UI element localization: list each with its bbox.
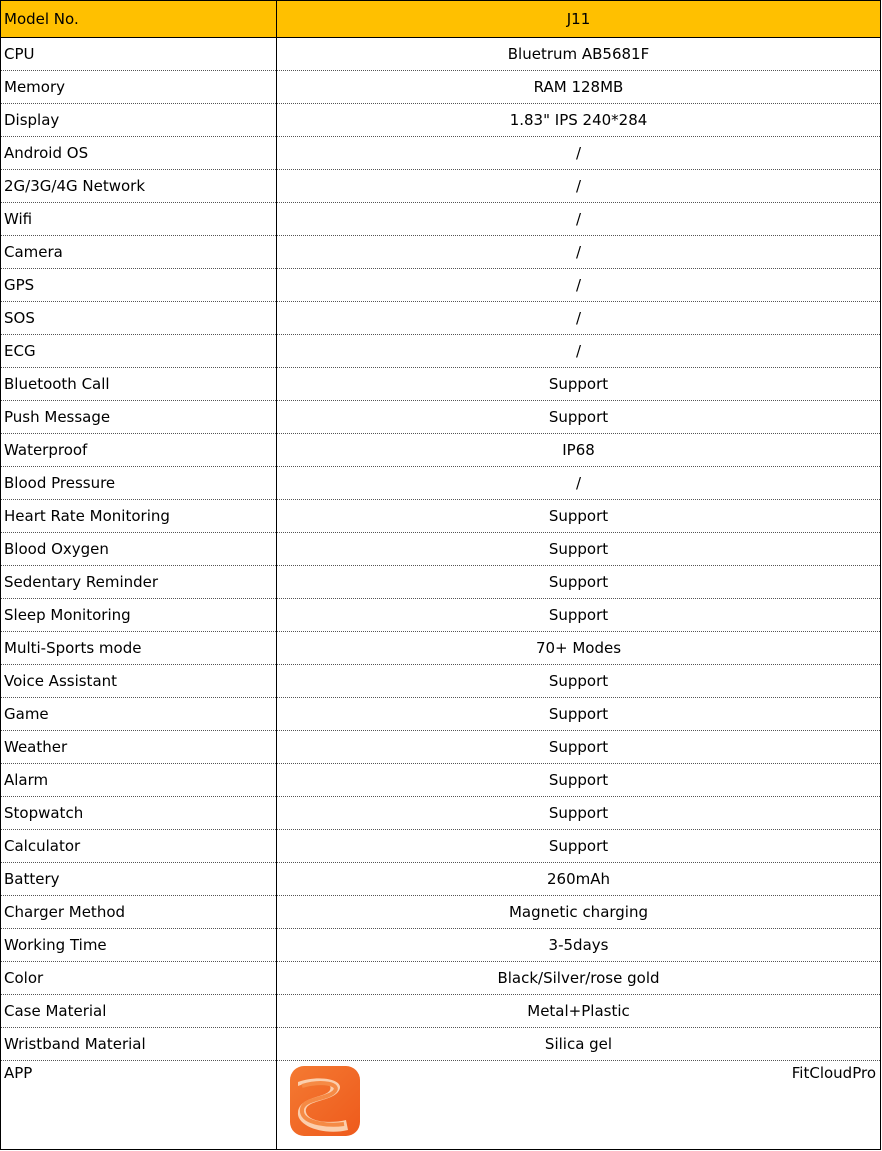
- app-label: APP: [1, 1061, 277, 1150]
- spec-row: [1, 1028, 881, 1061]
- spec-row: [1, 401, 881, 434]
- spec-label: Charger Method: [1, 896, 277, 929]
- spec-label: Sleep Monitoring: [1, 599, 277, 632]
- spec-label: Battery: [1, 863, 277, 896]
- spec-label: Working Time: [1, 929, 277, 962]
- spec-row: [1, 467, 881, 500]
- spec-value: /: [277, 137, 881, 170]
- spec-value: Support: [277, 731, 881, 764]
- spec-row: [1, 434, 881, 467]
- spec-value: Support: [277, 401, 881, 434]
- spec-value: /: [277, 269, 881, 302]
- spec-value: RAM 128MB: [277, 71, 881, 104]
- spec-label: Bluetooth Call: [1, 368, 277, 401]
- spec-row: [1, 137, 881, 170]
- spec-row: [1, 764, 881, 797]
- spec-label: Multi-Sports mode: [1, 632, 277, 665]
- spec-row: [1, 962, 881, 995]
- header-row: [1, 1, 881, 38]
- spec-row: [1, 236, 881, 269]
- spec-label: Case Material: [1, 995, 277, 1028]
- spec-row: [1, 500, 881, 533]
- header-value: J11: [277, 1, 881, 38]
- app-row: [1, 1061, 881, 1150]
- spec-row: [1, 665, 881, 698]
- spec-row: [1, 269, 881, 302]
- spec-label: Display: [1, 104, 277, 137]
- spec-row: [1, 797, 881, 830]
- spec-row: [1, 896, 881, 929]
- spec-row: [1, 995, 881, 1028]
- spec-row: [1, 170, 881, 203]
- header-label: Model No.: [1, 1, 277, 38]
- spec-row: [1, 698, 881, 731]
- spec-label: Camera: [1, 236, 277, 269]
- spec-row: [1, 104, 881, 137]
- spec-label: Wristband Material: [1, 1028, 277, 1061]
- spec-value: Silica gel: [277, 1028, 881, 1061]
- spec-label: Memory: [1, 71, 277, 104]
- spec-label: Color: [1, 962, 277, 995]
- spec-row: [1, 632, 881, 665]
- spec-label: Alarm: [1, 764, 277, 797]
- spec-value: IP68: [277, 434, 881, 467]
- spec-row: [1, 335, 881, 368]
- spec-label: GPS: [1, 269, 277, 302]
- fitcloudpro-app-icon: [290, 1066, 360, 1136]
- spec-value: Support: [277, 665, 881, 698]
- spec-value: /: [277, 335, 881, 368]
- spec-row: [1, 599, 881, 632]
- spec-label: Android OS: [1, 137, 277, 170]
- spec-value: /: [277, 467, 881, 500]
- spec-label: Blood Oxygen: [1, 533, 277, 566]
- spec-value: Support: [277, 368, 881, 401]
- spec-label: 2G/3G/4G Network: [1, 170, 277, 203]
- spec-row: [1, 566, 881, 599]
- spec-label: Weather: [1, 731, 277, 764]
- spec-row: [1, 71, 881, 104]
- spec-value: Magnetic charging: [277, 896, 881, 929]
- spec-label: ECG: [1, 335, 277, 368]
- spec-label: SOS: [1, 302, 277, 335]
- spec-label: Push Message: [1, 401, 277, 434]
- spec-value: Bluetrum AB5681F: [277, 38, 881, 71]
- spec-value: Support: [277, 599, 881, 632]
- spec-value: /: [277, 170, 881, 203]
- spec-label: Game: [1, 698, 277, 731]
- spec-label: Calculator: [1, 830, 277, 863]
- spec-value: /: [277, 203, 881, 236]
- spec-value: Support: [277, 533, 881, 566]
- spec-row: [1, 203, 881, 236]
- spec-value: Support: [277, 566, 881, 599]
- spec-label: Stopwatch: [1, 797, 277, 830]
- spec-label: Blood Pressure: [1, 467, 277, 500]
- spec-label: Waterproof: [1, 434, 277, 467]
- spec-value: 260mAh: [277, 863, 881, 896]
- spec-value: /: [277, 236, 881, 269]
- spec-value: Metal+Plastic: [277, 995, 881, 1028]
- spec-row: [1, 830, 881, 863]
- spec-row: [1, 368, 881, 401]
- spec-value: Support: [277, 698, 881, 731]
- spec-value: 1.83" IPS 240*284: [277, 104, 881, 137]
- app-value-cell: [277, 1061, 881, 1150]
- spec-label: Wifi: [1, 203, 277, 236]
- spec-label: CPU: [1, 38, 277, 71]
- spec-label: Sedentary Reminder: [1, 566, 277, 599]
- spec-value: Support: [277, 830, 881, 863]
- spec-row: [1, 533, 881, 566]
- spec-row: [1, 929, 881, 962]
- spec-value: /: [277, 302, 881, 335]
- spec-value: Support: [277, 764, 881, 797]
- spec-value: Black/Silver/rose gold: [277, 962, 881, 995]
- spec-row: [1, 38, 881, 71]
- spec-row: [1, 863, 881, 896]
- app-name: FitCloudPro: [791, 1064, 876, 1082]
- spec-row: [1, 731, 881, 764]
- spec-value: 70+ Modes: [277, 632, 881, 665]
- spec-value: Support: [277, 797, 881, 830]
- spec-value: 3-5days: [277, 929, 881, 962]
- spec-row: [1, 302, 881, 335]
- spec-label: Voice Assistant: [1, 665, 277, 698]
- spec-value: Support: [277, 500, 881, 533]
- spec-label: Heart Rate Monitoring: [1, 500, 277, 533]
